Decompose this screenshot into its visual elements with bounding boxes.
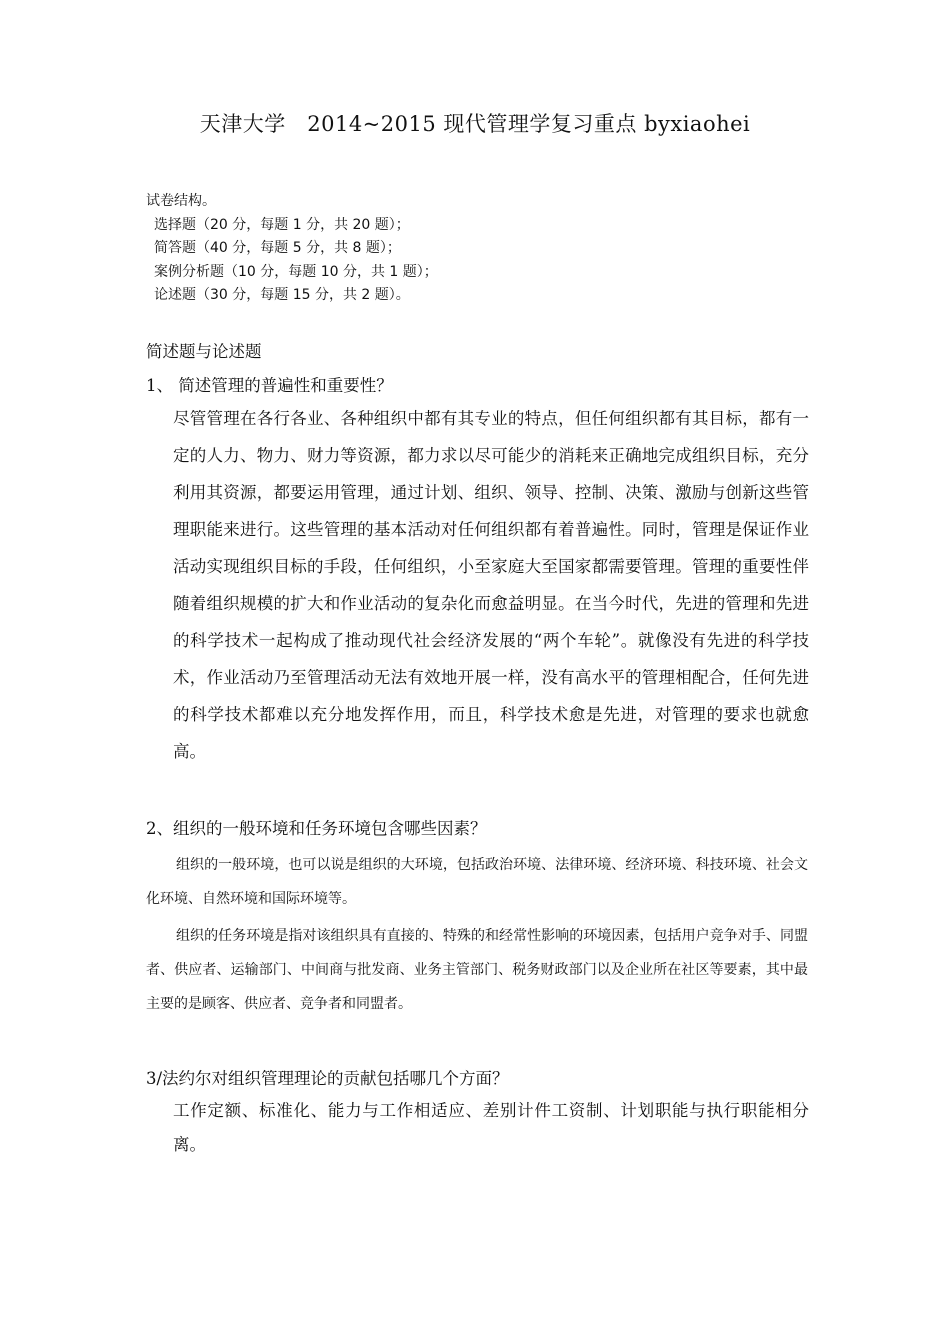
- answer-3: 工作定额、标准化、能力与工作相适应、差别计件工资制、计划职能与执行职能相分离。: [173, 1101, 809, 1154]
- answer-1: 尽管管理在各行各业、各种组织中都有其专业的特点，但任何组织都有其目标，都有一定的人力、物力、财力等资源，都力求以尽可能少的消耗来正确地完成组织目标，充分利用其资源，都要运用管理，通过计划、组织、领导、控制、决策、激励与创新这些管理职能来进行。这些管理的基本活动对任何组织都有着普遍性。同时，管理是保证作业活动实现组织目标的手段，任何组织，小至家庭大至国家都需要管理。管理的重要性伴随着组织规模的扩大和作业活动的复杂化而愈益明显。在当今时代，先进的管理和先进的科学技术一起构成了推动现代社会经济发展的“两个车轮”。就像没有先进的科学技术，作业活动乃至管理活动无法有效地开展一样，没有高水平的管理相配合，任何先进的科学技术都难以充分地发挥作用，而且，科学技术愈是先进，对管理的要求也就愈高。: [173, 409, 809, 761]
- exam-structure-item: 简答题（40 分，每题 5 分，共 8 题）；: [154, 240, 401, 256]
- answer-2-paragraph: 组织的一般环境，也可以说是组织的大环境，包括政治环境、法律环境、经济环境、科技环境、社会文化环境、自然环境和国际环境等。: [146, 857, 808, 907]
- document-title: 天津大学 2014~2015 现代管理学复习重点 byxiaohei: [199, 112, 751, 136]
- question-2: 2、组织的一般环境和任务环境包含哪些因素？: [146, 819, 487, 838]
- question-3: 3/法约尔对组织管理理论的贡献包括哪几个方面？: [146, 1069, 509, 1088]
- question-1: 1、 简述管理的普遍性和重要性？: [146, 376, 393, 395]
- exam-structure-item: 论述题（30 分，每题 15 分，共 2 题）。: [154, 287, 410, 303]
- exam-structure-item: 案例分析题（10 分，每题 10 分，共 1 题）；: [154, 263, 438, 280]
- section-heading: 简述题与论述题: [146, 342, 262, 361]
- exam-structure-heading: 试卷结构。: [146, 193, 216, 209]
- answer-2: [146, 848, 808, 1024]
- exam-structure: [146, 190, 438, 308]
- exam-structure-item: 选择题（20 分，每题 1 分，共 20 题）；: [154, 216, 410, 233]
- answer-2-paragraph: 组织的任务环境是指对该组织具有直接的、特殊的和经常性影响的环境因素，包括用户竞争对手、同盟者、供应者、运输部门、中间商与批发商、业务主管部门、税务财政部门以及企业所在社区等要素，其中最主要的是顾客、供应者、竞争者和同盟者。: [146, 928, 808, 1012]
